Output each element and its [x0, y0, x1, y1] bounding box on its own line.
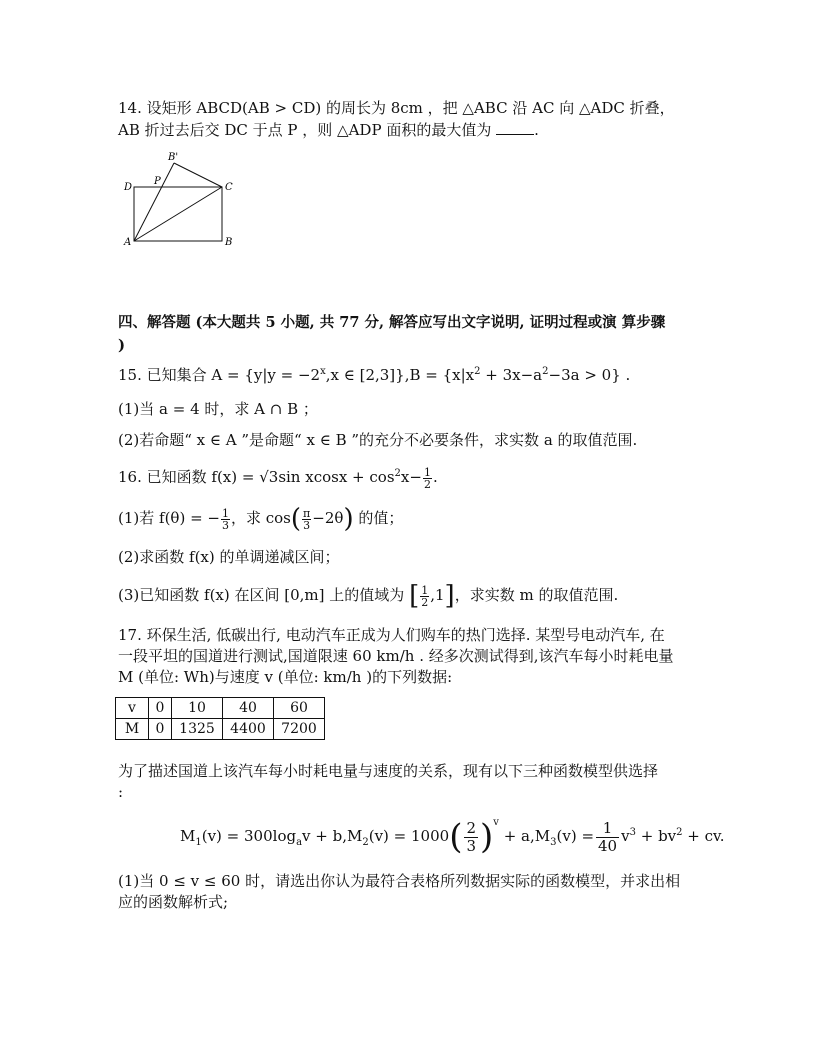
- m3-b: + bv: [635, 827, 677, 845]
- m3-rest: (v) =: [556, 827, 595, 845]
- q16-p3-frac: [420, 585, 429, 608]
- label-d: D: [124, 182, 133, 193]
- q16-part2: (2)求函数 f(x) 的单调递减区间；: [118, 548, 340, 566]
- m2-paren-close: ): [480, 817, 494, 857]
- q16-p1-inner-d: 3: [303, 518, 311, 532]
- q15-part1: (1)当 a = 4 时，求 A ∩ B ；: [118, 400, 318, 418]
- q16-stem-b: x−: [400, 468, 422, 486]
- m3-end: + cv.: [682, 827, 725, 845]
- q16-p1-inner-rest: −2θ: [312, 509, 344, 527]
- table-cell: 0: [149, 719, 172, 740]
- table-cell: 60: [274, 698, 325, 719]
- q16-sup: 2: [394, 468, 401, 479]
- q14-line2: [118, 119, 539, 141]
- diagonal-ac: [134, 187, 222, 241]
- q16-half-n: 1: [423, 465, 431, 479]
- q16-p1-inner-frac: [302, 508, 311, 531]
- q16-stem-a: 16. 已知函数 f(x) = √3sin xcosx + cos: [118, 468, 395, 486]
- m2-frac-n: 2: [466, 818, 477, 837]
- table-cell: v: [116, 698, 149, 719]
- m2-rest: (v) = 1000: [368, 827, 450, 845]
- m2-sub: 2: [362, 837, 369, 848]
- table-cell: 7200: [274, 719, 325, 740]
- m1-name: M: [180, 827, 196, 845]
- table-cell: 0: [149, 698, 172, 719]
- table-row: [116, 698, 325, 719]
- q16-p3-n: 1: [421, 583, 429, 597]
- q14-line2-end: .: [534, 121, 539, 139]
- q15-part2: (2)若命题“ x ∈ A ”是命题“ x ∈ B ”的充分不必要条件，求实数 a 的取值范围.: [118, 431, 638, 449]
- m1-rest: (v) = 300log: [201, 827, 297, 845]
- q15-stem: [118, 364, 630, 386]
- q16-p1-b: ，求 cos: [230, 509, 291, 527]
- section-title-line2: ): [118, 336, 126, 354]
- q16-part1: [118, 504, 404, 534]
- q15-stem-b: ,x ∈ [2,3]},B = {x|x: [325, 366, 475, 384]
- m3-v: v: [621, 827, 630, 845]
- q16-p1-end: 的值；: [353, 509, 404, 527]
- table-cell: M: [116, 719, 149, 740]
- q16-half-frac: [423, 467, 432, 490]
- q17-part1-line1: (1)当 0 ≤ v ≤ 60 时，请选出你认为最符合表格所列数据实际的函数模型，并求出相: [118, 872, 681, 890]
- answer-blank: [496, 120, 534, 135]
- m3-sup2: 2: [676, 827, 683, 838]
- label-b-prime: B': [168, 152, 179, 163]
- m3-frac-d: 40: [598, 836, 618, 855]
- m2-end: + a,M: [498, 827, 551, 845]
- q17-line3: M (单位: Wh)与速度 v (单位: km/h )的下列数据:: [118, 668, 453, 686]
- q15-sup-2a: 2: [474, 366, 481, 377]
- speed-power-table: [115, 697, 325, 740]
- q14-figure: [118, 150, 243, 250]
- m3-frac: [596, 820, 619, 855]
- m2-sup: v: [493, 817, 499, 828]
- q15-stem-a: 15. 已知集合 A = {y|y = −2: [118, 366, 321, 384]
- q16-p3-a: (3)已知函数 f(x) 在区间 [0,m] 上的值域为: [118, 586, 405, 604]
- q17-line5: :: [118, 783, 124, 801]
- q16-stem-end: .: [432, 468, 438, 486]
- q17-line1: 17. 环保生活, 低碳出行, 电动汽车正成为人们购车的热门选择. 某型号电动汽车, 在: [118, 626, 665, 644]
- q17-part1-line2: 应的函数解析式;: [118, 893, 229, 911]
- q16-p3-end: ，求实数 m 的取值范围.: [454, 586, 619, 604]
- q16-p1-a: (1)若 f(θ) = −: [118, 509, 220, 527]
- m1-end: v + b,M: [302, 827, 363, 845]
- m1-sub: 1: [195, 837, 202, 848]
- label-c: C: [225, 182, 233, 193]
- q15-stem-c: + 3x−a: [480, 366, 543, 384]
- q16-bracket-open: [: [409, 581, 420, 611]
- m3-frac-n: 1: [596, 820, 619, 838]
- q17-models: [180, 812, 725, 860]
- table-cell: 40: [223, 698, 274, 719]
- m3-sub: 3: [550, 837, 557, 848]
- m2-paren-open: (: [449, 817, 463, 857]
- q15-sup-2b: 2: [542, 366, 549, 377]
- table-cell: 4400: [223, 719, 274, 740]
- segment-b-prime-c: [174, 163, 222, 187]
- table-cell: 1325: [172, 719, 223, 740]
- q16-p1-n: 1: [221, 506, 229, 520]
- m1-sub-a: a: [296, 837, 303, 848]
- q16-p3-d: 2: [421, 595, 429, 609]
- label-a: A: [124, 237, 132, 248]
- m3-sup3: 3: [629, 827, 636, 838]
- q16-half-d: 2: [423, 477, 431, 491]
- q16-p1-d: 3: [221, 518, 229, 532]
- table-row: [116, 719, 325, 740]
- q15-stem-d: −3a > 0} .: [548, 366, 631, 384]
- table-cell: 10: [172, 698, 223, 719]
- q16-paren-close: ): [343, 504, 354, 534]
- q17-line4: 为了描述国道上该汽车每小时耗电量与速度的关系，现有以下三种函数模型供选择: [118, 762, 659, 780]
- label-b: B: [225, 237, 233, 248]
- q16-stem: [118, 466, 438, 490]
- label-p: P: [154, 176, 161, 187]
- m2-frac: [464, 820, 478, 855]
- q16-p3-range: ,1: [430, 586, 445, 604]
- q16-paren-open: (: [290, 504, 302, 534]
- q17-line2: 一段平坦的国道进行测试,国道限速 60 km/h . 经多次测试得到,该汽车每小时耗电量: [118, 647, 674, 665]
- q14-line2-text: AB 折过去后交 DC 于点 P ，则 △ADP 面积的最大值为: [118, 121, 492, 139]
- q16-part3: [118, 581, 619, 611]
- section-title-line1: 四、解答题 (本大题共 5 小题, 共 77 分, 解答应写出文字说明, 证明过程或演 算步骤: [118, 314, 666, 331]
- q14-line1: 14. 设矩形 ABCD(AB > CD) 的周长为 8cm ，把 △ABC 沿 AC 向 △ADC 折叠，: [118, 99, 675, 117]
- q15-sup-x: x: [320, 366, 326, 377]
- q16-bracket-close: ]: [444, 581, 455, 611]
- q16-p1-frac: [221, 508, 230, 531]
- q16-p1-inner-n: π: [303, 506, 311, 520]
- m2-frac-d: 3: [466, 836, 477, 855]
